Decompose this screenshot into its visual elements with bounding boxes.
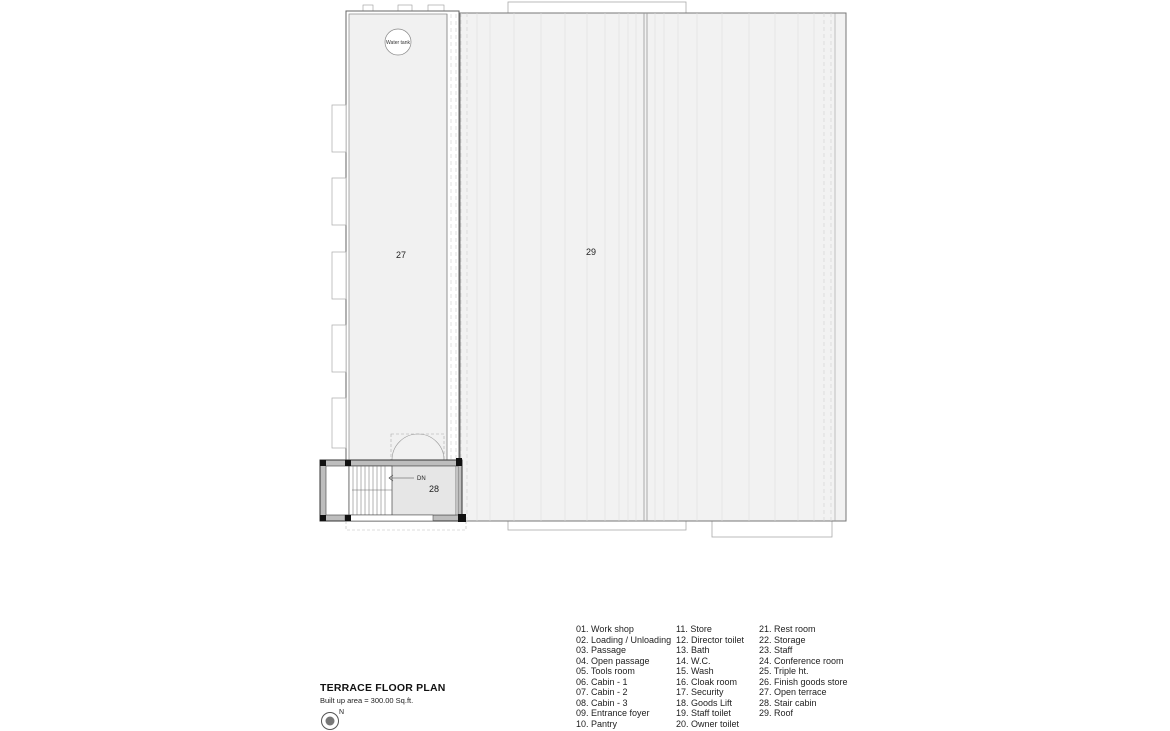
- north-arrow-icon: [320, 711, 340, 731]
- legend-item: 04. Open passage: [576, 655, 650, 666]
- open-terrace-area: [332, 5, 459, 460]
- legend-column-2: [676, 624, 744, 729]
- legend-item: 17. Security: [676, 687, 724, 697]
- legend-item: 18. Goods Lift: [676, 697, 733, 708]
- legend-item: 26. Finish goods store: [759, 676, 848, 687]
- legend-column-3: [759, 624, 848, 719]
- legend-item: 05. Tools room: [576, 666, 635, 676]
- legend-item: 27. Open terrace: [759, 687, 827, 697]
- room-label-27: 27: [395, 250, 407, 260]
- legend-item: 29. Roof: [759, 708, 794, 718]
- legend-item: 25. Triple ht.: [759, 666, 809, 676]
- legend-item: 21. Rest room: [759, 624, 816, 634]
- legend-item: 09. Entrance foyer: [576, 708, 650, 718]
- legend-item: 20. Owner toilet: [676, 718, 740, 729]
- legend-item: 12. Director toilet: [676, 634, 745, 645]
- legend-item: 10. Pantry: [576, 718, 618, 729]
- legend-item: 28. Stair cabin: [759, 697, 817, 708]
- roof-area: [460, 2, 846, 537]
- legend-item: 14. W.C.: [676, 655, 711, 666]
- legend-item: 15. Wash: [676, 666, 714, 676]
- legend-item: 22. Storage: [759, 634, 806, 645]
- stair-direction-label: DN: [417, 476, 426, 482]
- legend-item: 16. Cloak room: [676, 676, 738, 687]
- legend-item: 07. Cabin - 2: [576, 687, 628, 697]
- legend-item: 24. Conference room: [759, 655, 844, 666]
- legend-item: 19. Staff toilet: [676, 708, 731, 718]
- plan-title: TERRACE FLOOR PLAN: [320, 682, 446, 694]
- built-up-area: Built up area = 300.00 Sq.ft.: [320, 696, 414, 705]
- legend-item: 13. Bath: [676, 645, 710, 655]
- room-label-29: 29: [585, 247, 597, 257]
- room-label-28: 28: [428, 484, 440, 494]
- legend-column-1: [576, 624, 671, 729]
- legend-item: 11. Store: [676, 624, 712, 634]
- legend-item: 03. Passage: [576, 645, 627, 655]
- legend-item: 23. Staff: [759, 645, 793, 655]
- legend-item: 08. Cabin - 3: [576, 697, 628, 708]
- legend-item: 02. Loading / Unloading: [576, 634, 672, 645]
- north-letter: N: [339, 709, 345, 716]
- legend-item: 01. Work shop: [576, 624, 634, 634]
- title-block: [320, 682, 446, 706]
- legend-item: 06. Cabin - 1: [576, 676, 628, 687]
- water-tank-label: Water tank: [386, 40, 410, 46]
